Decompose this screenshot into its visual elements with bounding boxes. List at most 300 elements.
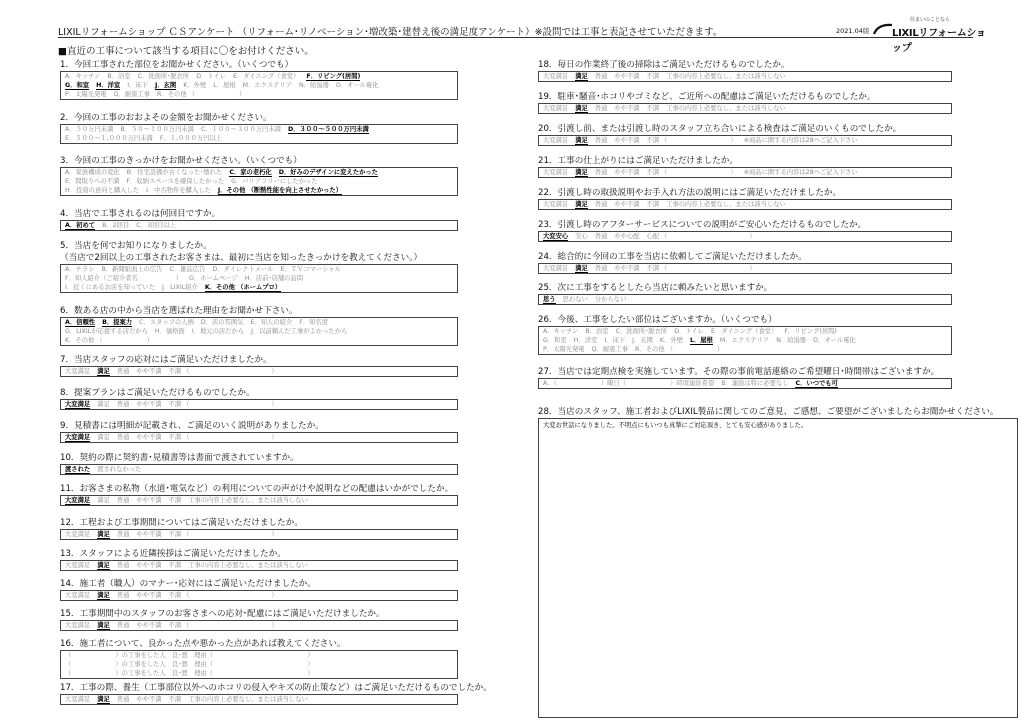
option[interactable]: F．知名度 xyxy=(299,319,329,326)
answer-box[interactable] xyxy=(538,294,952,305)
option[interactable]: 満足 xyxy=(97,401,110,408)
option[interactable]: K．その他 （ ） xyxy=(65,337,153,344)
option[interactable]: 満足 xyxy=(97,497,110,504)
question-7 xyxy=(60,354,458,377)
question-title: 4．当店で工事されるのは何回目ですか。 xyxy=(60,209,221,219)
question-22 xyxy=(538,187,952,210)
question-title: 16．施工者について、良かった点や悪かった点があれば教えてください。 xyxy=(60,639,346,649)
answer-box[interactable] xyxy=(60,620,458,631)
option[interactable]: やや不満 xyxy=(136,368,162,375)
option[interactable]: L．屋根 xyxy=(213,82,236,89)
option[interactable]: 不満 xyxy=(168,497,182,504)
option[interactable]: 普通 xyxy=(116,497,130,504)
option[interactable]: B．2回目 xyxy=(102,222,130,229)
question-27 xyxy=(538,366,952,389)
question-title: 10．契約の際に契約書･見積書等は書面で渡されていますか。 xyxy=(60,453,299,463)
option[interactable]: F．１,０００万円以上 xyxy=(159,135,223,142)
option[interactable]: C．スタッフの人柄 xyxy=(139,319,194,326)
option[interactable]: 普通 xyxy=(594,169,608,176)
logo-tagline: 住まいのことなら xyxy=(910,17,951,23)
option[interactable]: 大変満足 xyxy=(543,201,569,208)
option[interactable]: 大変満足 xyxy=(543,73,569,80)
option[interactable]: I．床下 xyxy=(604,337,626,344)
option-line xyxy=(65,433,453,442)
option-line xyxy=(65,283,453,292)
option[interactable]: I．床下 xyxy=(127,82,148,89)
option[interactable]: やや不満 xyxy=(136,531,162,538)
question-title: 21．工事の仕上がりにはご満足いただけましたか。 xyxy=(538,156,738,166)
option[interactable]: B．５０～１００万円未満 xyxy=(120,126,194,133)
selected-option[interactable]: 満足 xyxy=(575,265,588,272)
option[interactable]: B．浴室 xyxy=(585,328,609,335)
selected-option[interactable]: 大変安心 xyxy=(543,233,569,240)
question-25 xyxy=(538,282,952,305)
option-line xyxy=(65,134,453,143)
option[interactable]: N．給湯器 xyxy=(776,337,807,344)
question-21 xyxy=(538,155,952,178)
option[interactable]: H．投資の意向と購入した xyxy=(65,187,140,194)
answer-box[interactable] xyxy=(60,590,458,601)
logo-mark-icon xyxy=(872,22,894,36)
option[interactable]: K．外壁 xyxy=(183,82,207,89)
option[interactable]: G．和室 xyxy=(543,337,567,344)
selected-option[interactable]: C．家の老朽化 xyxy=(229,169,272,176)
question-3 xyxy=(60,155,458,196)
selected-option[interactable]: D．３００～５００万円未満 xyxy=(287,126,369,133)
option[interactable]: 不満 （ ） xyxy=(168,622,278,629)
question-18 xyxy=(538,59,952,82)
question-10 xyxy=(60,452,458,475)
option[interactable]: J．LIXIL紹介 xyxy=(162,284,198,291)
option[interactable]: A．５０万円未満 xyxy=(65,126,114,133)
option-line xyxy=(65,90,453,99)
option[interactable]: 大変満足 xyxy=(543,169,569,176)
option[interactable]: （ ）の工事をした人 良･悪 理由（ ） xyxy=(65,661,314,668)
option[interactable]: 不満 xyxy=(168,696,182,703)
selected-option[interactable]: 大変満足 xyxy=(65,401,91,408)
answer-box[interactable] xyxy=(538,263,952,274)
option[interactable]: やや不満 xyxy=(136,401,162,408)
question-title: 13．スタッフによる近隣挨拶はご満足いただけましたか。 xyxy=(60,549,286,559)
option[interactable]: Q．耐震工事 xyxy=(591,346,629,353)
selected-option[interactable]: A．信頼性 xyxy=(65,319,96,326)
answer-box[interactable] xyxy=(60,650,458,679)
option[interactable]: K．外壁 xyxy=(659,337,683,344)
option-line xyxy=(543,345,947,354)
option[interactable]: ※商品に関する内容は28へご記入下さい xyxy=(743,137,858,144)
answer-box[interactable] xyxy=(60,124,458,144)
question-title: 24．総合的に今回の工事を当店に依頼してご満足いただけましたか。 xyxy=(538,252,807,262)
option[interactable]: 普通 xyxy=(594,233,608,240)
option[interactable]: 大変満足 xyxy=(543,137,569,144)
version-label: 2021.04版 xyxy=(836,27,870,35)
option[interactable]: 不満 xyxy=(646,73,660,80)
answer-box[interactable] xyxy=(538,418,1018,718)
answer-box[interactable] xyxy=(60,464,458,475)
option[interactable]: M．エクステリア xyxy=(242,82,292,89)
option[interactable]: 分からない xyxy=(594,296,627,303)
option-line xyxy=(543,104,947,113)
question-4 xyxy=(60,208,458,231)
option[interactable]: 普通 xyxy=(594,105,608,112)
option[interactable]: O．オール電化 xyxy=(813,337,856,344)
option[interactable]: 不満 （ ） xyxy=(168,401,278,408)
question-23 xyxy=(538,219,952,242)
option[interactable]: 普通 xyxy=(116,696,130,703)
option-line xyxy=(65,81,453,90)
option[interactable]: P．太陽光発電 xyxy=(65,91,107,98)
option[interactable]: 不満 （ ） xyxy=(168,531,278,538)
option[interactable]: F．リビング(居間) xyxy=(784,328,837,335)
answer-box[interactable] xyxy=(538,71,952,82)
answer-box[interactable] xyxy=(538,103,952,114)
option[interactable]: J．玄関 xyxy=(632,337,653,344)
selected-option[interactable]: 大変満足 xyxy=(65,497,91,504)
question-title: 18．毎日の作業終了後の掃除はご満足いただけるものでしたか。 xyxy=(538,60,790,70)
option[interactable]: E．ＴＶコマーシャル xyxy=(280,266,341,273)
option-line xyxy=(543,327,947,336)
answer-box[interactable] xyxy=(538,231,952,242)
question-16 xyxy=(60,638,458,679)
option[interactable]: C．3回目以上 xyxy=(136,222,177,229)
option[interactable]: やや不満 xyxy=(136,696,162,703)
question-1 xyxy=(60,59,458,100)
option[interactable]: 普通 xyxy=(594,73,608,80)
header-title: LIXILリフォームショップ ＣＳアンケート （リフォーム･リノベーション･増改築･建替え後の満足度アンケート）※設問では工事と表記させていただきます。 xyxy=(58,27,723,38)
selected-option[interactable]: 満足 xyxy=(575,201,588,208)
option[interactable]: D．トイレ xyxy=(674,328,704,335)
question-14 xyxy=(60,578,458,601)
question-title: 7．当店スタッフの応対にはご満足いただけましたか。 xyxy=(60,355,272,365)
option[interactable]: Q．耐震工事 xyxy=(113,91,151,98)
option[interactable]: D．ダイレクトメール xyxy=(212,266,274,273)
option-line xyxy=(65,660,453,669)
option[interactable]: A．チラシ xyxy=(65,266,95,273)
option-line xyxy=(65,274,453,283)
option[interactable]: 大変満足 xyxy=(543,265,569,272)
option[interactable]: A．キッチン xyxy=(543,328,579,335)
comment-answer: 大変お世話になりました。不明点にもいつも真摯にご対応頂き、とても安心感がありました。 xyxy=(543,422,808,429)
selected-option[interactable]: 満足 xyxy=(97,696,110,703)
option-line xyxy=(65,318,453,327)
selected-option[interactable]: 思う xyxy=(543,296,556,303)
option[interactable]: N．給湯器 xyxy=(298,82,329,89)
answer-box[interactable] xyxy=(60,432,458,443)
selected-option[interactable]: 満足 xyxy=(97,622,110,629)
answer-box[interactable] xyxy=(60,694,458,705)
question-title: 15．工事期間中のスタッフのお客さまへの応対･配慮にはご満足いただけましたか。 xyxy=(60,609,385,619)
option[interactable]: 工事の内容上必要なし、または該当しない xyxy=(188,696,308,703)
option[interactable]: 普通 xyxy=(594,265,608,272)
answer-box[interactable] xyxy=(538,199,952,210)
option[interactable]: R．その他 （ ） xyxy=(635,346,724,353)
option[interactable]: 大変満足 xyxy=(65,592,91,599)
option[interactable]: やや不満 xyxy=(614,137,640,144)
option-line xyxy=(65,177,453,186)
lixil-logo xyxy=(872,16,992,54)
question-title: 19．駐車･騒音･ホコリやゴミなど、ご近所への配慮はご満足いただけるものでしたか。 xyxy=(538,92,876,102)
selected-option[interactable]: 満足 xyxy=(575,105,588,112)
option[interactable]: やや心配 xyxy=(614,233,640,240)
selected-option[interactable]: D．好みのデザインに変えたかった xyxy=(278,169,378,176)
option[interactable]: 工事の内容上必要なし、または該当しない xyxy=(188,497,308,504)
option[interactable]: 普通 xyxy=(116,592,130,599)
option[interactable]: H．洋室 xyxy=(573,337,598,344)
option[interactable]: （ ）の工事をした人 良･悪 理由（ ） xyxy=(65,652,314,659)
selected-option[interactable]: 満足 xyxy=(575,137,588,144)
option[interactable]: A．キッチン xyxy=(65,73,101,80)
option[interactable]: 普通 xyxy=(116,368,130,375)
option[interactable]: 不満 （ ） xyxy=(168,592,278,599)
option[interactable]: 大変満足 xyxy=(65,622,91,629)
option[interactable]: C．洗面所･脱衣所 xyxy=(615,328,668,335)
option[interactable]: 普通 xyxy=(116,562,130,569)
option[interactable]: F．収納スペースを確保したかった xyxy=(126,178,225,185)
question-title: 22．引渡し時の取扱説明やお手入れ方法の説明にはご満足いただけましたか。 xyxy=(538,188,842,198)
logo-name: LIXILリフォームショップ xyxy=(892,28,986,54)
option[interactable]: E．５００～１,０００万円未満 xyxy=(65,135,153,142)
selected-option[interactable]: 満足 xyxy=(97,562,110,569)
option[interactable]: 大変満足 xyxy=(65,696,91,703)
option[interactable]: G．LIXILが応援する店だから xyxy=(65,328,148,335)
option[interactable]: 工事の内容上必要なし、または該当しない xyxy=(188,562,308,569)
option[interactable]: 不満 xyxy=(646,105,660,112)
option[interactable]: H．店前･店舗の訪問 xyxy=(244,275,304,282)
question-title: 5．当店を何でお知りになりましたか。 xyxy=(60,241,212,251)
option[interactable]: やや不満 xyxy=(136,592,162,599)
question-15 xyxy=(60,608,458,631)
question-subtitle: （当店で2回以上の工事されたお客さまは、最初に当店を知ったきっかけを教えてください。） xyxy=(60,253,423,263)
option-line xyxy=(65,327,453,336)
option[interactable]: B．浴室 xyxy=(107,73,131,80)
selected-option[interactable]: 満足 xyxy=(97,592,110,599)
option[interactable]: 不満 （ ） xyxy=(168,434,278,441)
option[interactable]: C．雑誌広告 xyxy=(169,266,206,273)
option-line xyxy=(65,695,453,704)
option[interactable]: ※商品に関する内容は28へご記入下さい xyxy=(743,169,858,176)
option[interactable]: 大変満足 xyxy=(65,562,91,569)
option[interactable]: C．洗面所･脱衣所 xyxy=(137,73,190,80)
option[interactable]: A．家族構成の変化 xyxy=(65,169,120,176)
option[interactable]: 工事の内容上必要なし、または該当しない xyxy=(666,73,786,80)
question-title: 14．施工者（職人）のマナー･応対にはご満足いただけましたか。 xyxy=(60,579,316,589)
option[interactable]: 不満 （ ） xyxy=(646,137,737,144)
option[interactable]: D．トイレ xyxy=(196,73,226,80)
option[interactable]: 普通 xyxy=(116,401,130,408)
option[interactable]: E．間取りへの不満 xyxy=(65,178,120,185)
option-line xyxy=(65,72,453,81)
question-title: 12．工程および工事期間についてはご満足いただけましたか。 xyxy=(60,518,303,528)
option[interactable]: B．連絡は特に必要なし xyxy=(721,380,789,387)
selected-option[interactable]: L．屋根 xyxy=(689,337,713,344)
option-line xyxy=(65,336,453,345)
option-line xyxy=(543,72,947,81)
option[interactable]: 普通 xyxy=(116,622,130,629)
option[interactable]: 大変満足 xyxy=(65,368,91,375)
question-28 xyxy=(538,406,1018,718)
option[interactable]: I．地元の店だから xyxy=(191,328,245,335)
option[interactable]: R．その他 （ ） xyxy=(157,91,246,98)
question-title: 17．工事の際、養生（工事部位以外へのホコリの侵入やキズの防止策など）はご満足いただけるものでしたか。 xyxy=(60,683,492,693)
option[interactable]: 大変満足 xyxy=(543,105,569,112)
answer-box[interactable] xyxy=(60,71,458,100)
option[interactable]: 満足 xyxy=(97,434,110,441)
answer-box[interactable] xyxy=(60,220,458,231)
option[interactable]: 工事の内容上必要なし、または該当しない xyxy=(666,201,786,208)
question-title: 20．引渡し前、または引渡し時のスタッフ立ち合いによる検査はご満足のいくものでしたか。 xyxy=(538,124,902,134)
selected-option[interactable]: A．初めて xyxy=(65,222,96,229)
option[interactable]: 工事の内容上必要なし、または該当しない xyxy=(666,105,786,112)
question-8 xyxy=(60,387,458,410)
question-5 xyxy=(60,240,458,293)
option[interactable]: やや不満 xyxy=(136,497,162,504)
option[interactable]: G．ホームページ xyxy=(188,275,238,282)
option-line xyxy=(65,465,453,474)
question-24 xyxy=(538,251,952,274)
question-2 xyxy=(60,112,458,144)
option[interactable]: 普通 xyxy=(116,531,130,538)
option[interactable]: E．ダイニング（食堂） xyxy=(232,73,300,80)
option[interactable]: F．知人紹介（ご紹介者名 ） xyxy=(65,275,182,282)
option[interactable]: やや不満 xyxy=(136,434,162,441)
question-title: 27．当店では定期点検を実施しています。その際の事前電話連絡のご希望曜日･時間帯はございますか。 xyxy=(538,367,940,377)
selected-option[interactable]: F．リビング(居間) xyxy=(306,73,361,80)
question-6 xyxy=(60,305,458,346)
option-line xyxy=(543,200,947,209)
option[interactable]: G．バリアフリーにしたかった xyxy=(231,178,318,185)
option-line xyxy=(543,295,947,304)
answer-box[interactable] xyxy=(60,167,458,196)
option[interactable]: B．住宅設備が古くなった･壊れた xyxy=(126,169,223,176)
answer-box[interactable] xyxy=(60,529,458,540)
option[interactable]: J．以前頼んだ工事がよかったから xyxy=(251,328,348,335)
question-19 xyxy=(538,91,952,114)
option-line xyxy=(65,669,453,678)
answer-box[interactable] xyxy=(538,135,952,146)
option-line xyxy=(65,496,453,505)
option[interactable]: H．価格面 xyxy=(154,328,185,335)
question-title: 6．数ある店の中から当店を選ばれた理由をお聞かせ下さい。 xyxy=(60,306,298,316)
option-line xyxy=(65,367,453,376)
selected-option[interactable]: 満足 xyxy=(575,169,588,176)
option-line xyxy=(543,232,947,241)
selected-option[interactable]: 満足 xyxy=(575,73,588,80)
selected-option[interactable]: 渡された xyxy=(65,466,91,473)
answer-box[interactable] xyxy=(538,167,952,178)
answer-box[interactable] xyxy=(60,560,458,571)
option-line xyxy=(65,591,453,600)
option[interactable]: M．エクステリア xyxy=(719,337,770,344)
option-line xyxy=(543,379,947,388)
question-9 xyxy=(60,420,458,443)
selected-option[interactable]: 満足 xyxy=(97,531,110,538)
answer-box[interactable] xyxy=(60,366,458,377)
option[interactable]: 安心 xyxy=(575,233,588,240)
selected-option[interactable]: 大変満足 xyxy=(65,434,91,441)
instructions: ■直近の工事について該当する項目に〇をお付けください。 xyxy=(58,46,314,57)
page-header xyxy=(58,24,973,38)
option[interactable]: A．（ ）曜日（ ）時頃連絡希望 xyxy=(543,380,715,387)
answer-box[interactable] xyxy=(60,399,458,410)
option[interactable]: 不満 （ ） xyxy=(646,265,756,272)
option[interactable]: 普通 xyxy=(594,137,608,144)
option[interactable]: （ ）の工事をした人 良･悪 理由（ ） xyxy=(65,670,314,677)
question-title: 26．今後、工事をしたい部位はございますか。（いくつでも） xyxy=(538,315,777,325)
option[interactable]: 心配 （ ） xyxy=(646,233,756,240)
option[interactable]: やや不満 xyxy=(136,622,162,629)
option[interactable]: 不満 （ ） xyxy=(646,169,737,176)
option[interactable]: 普通 xyxy=(116,434,130,441)
answer-box[interactable] xyxy=(60,317,458,346)
question-11 xyxy=(60,483,458,506)
option[interactable]: 不満 （ ） xyxy=(168,368,278,375)
option[interactable]: やや不満 xyxy=(614,105,640,112)
option[interactable]: 思わない xyxy=(562,296,588,303)
option[interactable]: D．店の雰囲気 xyxy=(200,319,244,326)
option-line xyxy=(65,186,453,195)
option[interactable]: 普通 xyxy=(594,201,608,208)
question-title: 1．今回工事された部位をお聞かせください。（いくつでも） xyxy=(60,60,294,70)
question-title: 2．今回の工事のおおよその金額をお聞かせください。 xyxy=(60,113,272,123)
selected-option[interactable]: C．いつでも可 xyxy=(795,380,838,387)
question-12 xyxy=(60,517,458,540)
option-line xyxy=(543,136,947,145)
option-line xyxy=(65,530,453,539)
answer-box[interactable] xyxy=(538,326,952,355)
option[interactable]: 不満 xyxy=(168,562,182,569)
selected-option[interactable]: J．その他 （断熱性能を向上させたかった） xyxy=(217,187,343,194)
option[interactable]: やや不満 xyxy=(614,265,640,272)
selected-option[interactable]: J．玄関 xyxy=(154,82,177,89)
option[interactable]: I．近くにあるお店を知っていた xyxy=(65,284,156,291)
option-line xyxy=(65,221,453,230)
option[interactable]: やや不満 xyxy=(614,201,640,208)
option[interactable]: やや不満 xyxy=(614,73,640,80)
option[interactable]: やや不満 xyxy=(614,169,640,176)
option[interactable]: 渡されなかった xyxy=(97,466,142,473)
selected-option[interactable]: H．洋室 xyxy=(96,82,121,89)
option[interactable]: E．知人の紹介 xyxy=(250,319,293,326)
selected-option[interactable]: B．提案力 xyxy=(102,319,133,326)
option[interactable]: I．中古物件を購入した xyxy=(146,187,211,194)
option[interactable]: 不満 xyxy=(646,201,660,208)
question-20 xyxy=(538,123,952,146)
question-title: 25．次に工事をするとしたら当店に頼みたいと思いますか。 xyxy=(538,283,773,293)
option-line xyxy=(65,265,453,274)
answer-box[interactable] xyxy=(60,264,458,293)
selected-option[interactable]: 満足 xyxy=(97,368,110,375)
selected-option[interactable]: G．和室 xyxy=(65,82,90,89)
option[interactable]: P．太陽光発電 xyxy=(543,346,585,353)
question-title: 11．お客さまの私物（水道･電気など）の利用についての声がけや説明などの配慮はいかがでしたか。 xyxy=(60,484,454,494)
option[interactable]: やや不満 xyxy=(136,562,162,569)
question-26 xyxy=(538,314,952,355)
option[interactable]: O．オール電化 xyxy=(335,82,379,89)
option-line xyxy=(65,651,453,660)
option-line xyxy=(65,621,453,630)
option-line xyxy=(65,561,453,570)
option[interactable]: E．ダイニング（食堂） xyxy=(710,328,778,335)
selected-option[interactable]: K．その他 （ホームプロ） xyxy=(204,284,282,291)
option-line xyxy=(543,168,947,177)
option-line xyxy=(65,125,453,134)
option[interactable]: B．新聞紙面上の広告 xyxy=(101,266,163,273)
answer-box[interactable] xyxy=(60,495,458,506)
option[interactable]: C．１００～３００万円未満 xyxy=(200,126,281,133)
option-line xyxy=(65,168,453,177)
option[interactable]: 大変満足 xyxy=(65,531,91,538)
answer-box[interactable] xyxy=(538,378,952,389)
